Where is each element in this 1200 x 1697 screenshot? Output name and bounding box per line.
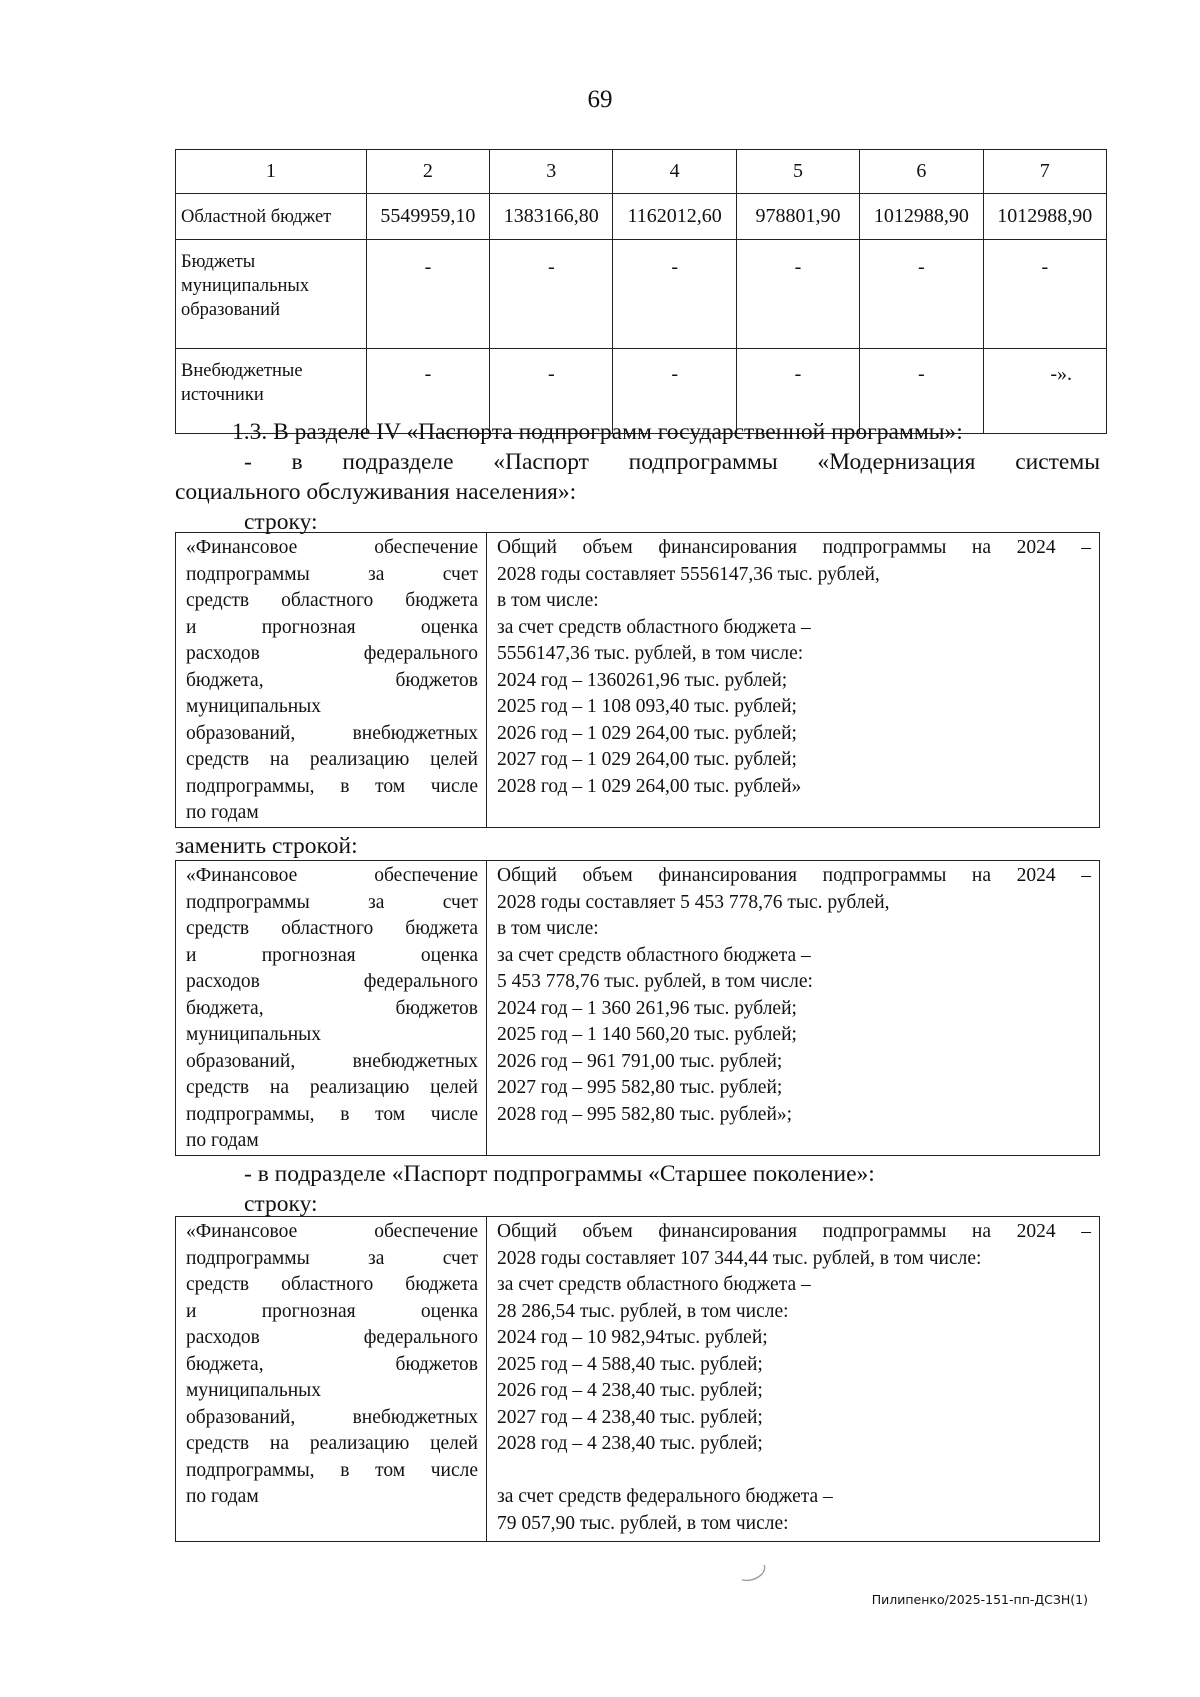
table-cell: - bbox=[860, 240, 983, 349]
label-line: расходов федерального bbox=[186, 1327, 478, 1348]
table-cell: - bbox=[860, 349, 983, 434]
table-cell: 5549959,10 bbox=[366, 194, 489, 240]
value-line: 2027 год – 1 029 264,00 тыс. рублей; bbox=[497, 749, 797, 770]
table-cell: - bbox=[736, 349, 859, 434]
value-line: 2028 годы составляет 5556147,36 тыс. рублей, bbox=[497, 563, 880, 585]
value-line: за счет средств областного бюджета – bbox=[497, 944, 811, 966]
row-label-line: муниципальных bbox=[181, 276, 310, 296]
table-row bbox=[176, 194, 1107, 240]
table-cell: -». bbox=[983, 349, 1106, 434]
value-line: 2028 год – 4 238,40 тыс. рублей; bbox=[497, 1433, 763, 1454]
value-line: 2027 год – 4 238,40 тыс. рублей; bbox=[497, 1406, 763, 1428]
header-cell: 1 bbox=[176, 150, 367, 194]
value-line: 2024 год – 10 982,94тыс. рублей; bbox=[497, 1327, 768, 1348]
passport-row-old-senior bbox=[175, 1216, 1100, 1542]
value-line: 2026 год – 961 791,00 тыс. рублей; bbox=[497, 1050, 783, 1072]
row-label: Областной бюджет bbox=[176, 194, 367, 240]
value-line: 2028 годы составляет 5 453 778,76 тыс. рублей, bbox=[497, 891, 890, 913]
label-line: «Финансовое обеспечение bbox=[186, 865, 478, 886]
label-line: по годам bbox=[186, 1486, 259, 1507]
label-line: расходов федерального bbox=[186, 643, 478, 664]
label-line: подпрограммы, в том числе bbox=[186, 775, 478, 797]
table-cell: - bbox=[983, 240, 1106, 349]
paragraph-subsection-2: - в подразделе «Паспорт подпрограммы «Старшее поколение»: bbox=[244, 1161, 875, 1187]
label-line: муниципальных bbox=[186, 1024, 322, 1045]
row-label bbox=[176, 240, 367, 349]
value-line: 28 286,54 тыс. рублей, в том числе: bbox=[497, 1300, 789, 1322]
value-line: 2026 год – 1 029 264,00 тыс. рублей; bbox=[497, 722, 797, 744]
label-line: расходов федерального bbox=[186, 971, 478, 992]
label-line: бюджета, бюджетов bbox=[186, 997, 478, 1019]
value-line: 5556147,36 тыс. рублей, в том числе: bbox=[497, 643, 804, 664]
label-line: средств на реализацию целей bbox=[186, 1433, 478, 1454]
value-line: Общий объем финансирования подпрограммы на 2024 – bbox=[497, 865, 1091, 886]
row-label-line: образований bbox=[181, 300, 280, 320]
header-cell: 2 bbox=[366, 150, 489, 194]
paragraph-subsection-1-line1: - в подразделе «Паспорт подпрограммы «Модернизация системы bbox=[244, 449, 1100, 475]
table-cell: - bbox=[366, 240, 489, 349]
financing-table bbox=[175, 149, 1107, 434]
value-line: за счет средств федерального бюджета – bbox=[497, 1486, 833, 1507]
label-line: бюджета, бюджетов bbox=[186, 1353, 478, 1375]
value-line: Общий объем финансирования подпрограммы на 2024 – bbox=[497, 537, 1091, 558]
page-number: 69 bbox=[587, 86, 613, 113]
row-label-line: Внебюджетные bbox=[181, 361, 303, 381]
value-line: за счет средств областного бюджета – bbox=[497, 616, 811, 638]
label-line: подпрограммы за счет bbox=[186, 1247, 478, 1269]
table-cell: 1162012,60 bbox=[613, 194, 736, 240]
table-cell: - bbox=[490, 349, 613, 434]
header-cell: 5 bbox=[736, 150, 859, 194]
footer-document-code: Пилипенко/2025-151-пп-ДСЗН(1) bbox=[871, 1592, 1088, 1607]
label-line: «Финансовое обеспечение bbox=[186, 537, 478, 558]
label-line: и прогнозная оценка bbox=[186, 1300, 478, 1322]
value-line: 2024 год – 1 360 261,96 тыс. рублей; bbox=[497, 997, 797, 1019]
label-line: средств на реализацию целей bbox=[186, 749, 478, 770]
label-line: «Финансовое обеспечение bbox=[186, 1221, 478, 1242]
passport-row-label bbox=[176, 861, 487, 1156]
passport-row-label bbox=[176, 533, 487, 828]
value-line: 2027 год – 995 582,80 тыс. рублей; bbox=[497, 1077, 783, 1098]
label-line: подпрограммы, в том числе bbox=[186, 1459, 478, 1481]
table-cell: - bbox=[613, 349, 736, 434]
table-cell: - bbox=[490, 240, 613, 349]
paragraph-subsection-1-line2: социального обслуживания населения»: bbox=[175, 479, 577, 505]
label-line: средств на реализацию целей bbox=[186, 1077, 478, 1098]
value-line: 2026 год – 4 238,40 тыс. рублей; bbox=[497, 1380, 763, 1401]
label-line: по годам bbox=[186, 1130, 259, 1151]
value-line: 2028 год – 995 582,80 тыс. рублей»; bbox=[497, 1103, 793, 1125]
label-line: средств областного бюджета bbox=[186, 1274, 478, 1295]
label-line: муниципальных bbox=[186, 1380, 322, 1401]
blank-line bbox=[497, 1458, 1091, 1485]
value-line: 2024 год – 1360261,96 тыс. рублей; bbox=[497, 669, 788, 691]
label-line: муниципальных bbox=[186, 696, 322, 717]
table-row bbox=[176, 240, 1107, 349]
row-label-line: источники bbox=[181, 385, 264, 405]
value-line: за счет средств областного бюджета – bbox=[497, 1274, 811, 1295]
passport-row-value bbox=[487, 861, 1100, 1156]
value-line: 2025 год – 4 588,40 тыс. рублей; bbox=[497, 1353, 763, 1375]
table-header-row bbox=[176, 150, 1107, 194]
header-cell: 3 bbox=[490, 150, 613, 194]
table-cell: 1383166,80 bbox=[490, 194, 613, 240]
label-line: подпрограммы за счет bbox=[186, 563, 478, 585]
table-cell: - bbox=[736, 240, 859, 349]
value-line: 79 057,90 тыс. рублей, в том числе: bbox=[497, 1512, 789, 1534]
label-line: и прогнозная оценка bbox=[186, 944, 478, 966]
header-cell: 7 bbox=[983, 150, 1106, 194]
label-line: и прогнозная оценка bbox=[186, 616, 478, 638]
value-line: Общий объем финансирования подпрограммы на 2024 – bbox=[497, 1221, 1091, 1242]
table-cell: 1012988,90 bbox=[860, 194, 983, 240]
value-line: 2025 год – 1 140 560,20 тыс. рублей; bbox=[497, 1024, 797, 1045]
table-cell: - bbox=[366, 349, 489, 434]
value-line: в том числе: bbox=[497, 590, 599, 611]
label-line: средств областного бюджета bbox=[186, 918, 478, 939]
passport-row-label bbox=[176, 1217, 487, 1542]
paragraph-1-3: 1.3. В разделе IV «Паспорта подпрограмм государственной программы»: bbox=[232, 419, 963, 445]
label-line: бюджета, бюджетов bbox=[186, 669, 478, 691]
value-line: 2028 год – 1 029 264,00 тыс. рублей» bbox=[497, 775, 802, 797]
label-line: образований, внебюджетных bbox=[186, 1406, 478, 1428]
label-line: средств областного бюджета bbox=[186, 590, 478, 611]
passport-row-new-modernization bbox=[175, 860, 1100, 1156]
label-zamenit-strokoy: заменить строкой: bbox=[175, 833, 358, 859]
passport-row-value bbox=[487, 533, 1100, 828]
table-cell: 1012988,90 bbox=[983, 194, 1106, 240]
value-line: 5 453 778,76 тыс. рублей, в том числе: bbox=[497, 971, 813, 992]
label-line: по годам bbox=[186, 802, 259, 823]
header-cell: 4 bbox=[613, 150, 736, 194]
label-stroku-2: строку: bbox=[244, 1191, 318, 1217]
label-line: подпрограммы за счет bbox=[186, 891, 478, 913]
label-line: образований, внебюджетных bbox=[186, 1050, 478, 1072]
label-line: подпрограммы, в том числе bbox=[186, 1103, 478, 1125]
row-label-line: Бюджеты bbox=[181, 252, 256, 272]
passport-row-old-modernization bbox=[175, 532, 1100, 828]
table-cell: 978801,90 bbox=[736, 194, 859, 240]
label-line: образований, внебюджетных bbox=[186, 722, 478, 744]
pen-mark-icon bbox=[740, 1562, 770, 1584]
value-line: 2025 год – 1 108 093,40 тыс. рублей; bbox=[497, 696, 797, 717]
header-cell: 6 bbox=[860, 150, 983, 194]
passport-row-value bbox=[487, 1217, 1100, 1542]
value-line: 2028 годы составляет 107 344,44 тыс. рублей, в том числе: bbox=[497, 1247, 982, 1269]
table-cell: - bbox=[613, 240, 736, 349]
value-line: в том числе: bbox=[497, 918, 599, 939]
label-stroku-1: строку: bbox=[244, 509, 318, 535]
